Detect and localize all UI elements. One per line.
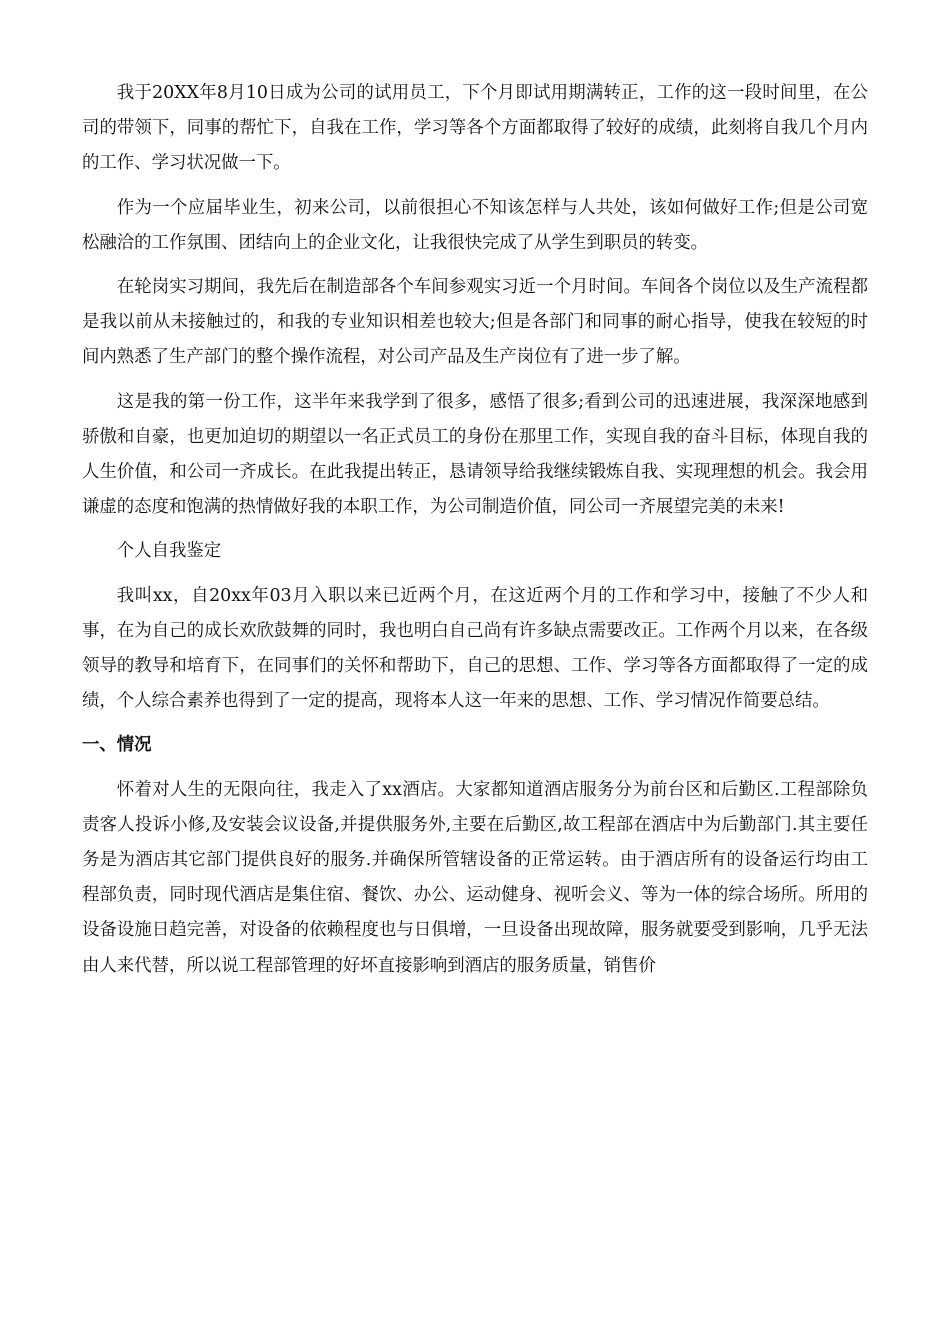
paragraph-hotel: 怀着对人生的无限向往，我走入了xx酒店。大家都知道酒店服务分为前台区和后勤区.工程部除负责客人投诉小修,及安装会议设备,并提供服务外,主要在后勤区,故工程部在酒店中为后勤部门.其主要任务是为酒店其它部门提供良好的服务.并确保所管辖设备的正常运转。由于酒店所有的设备运行均由工程部负责，同时现代酒店是集住宿、餐饮、办公、运动健身、视听会义、等为一体的综合场所。所用的设备设施日趋完善，对设备的依赖程度也与日俱增，一旦设备出现故障，服务就要受到影响，几乎无法由人来代替，所以说工程部管理的好坏直接影响到酒店的服务质量，销售价	[82, 779, 868, 976]
section-heading-situation: 一、情况	[82, 735, 152, 756]
document-page	[82, 76, 868, 993]
paragraph-graduate: 作为一个应届毕业生，初来公司，以前很担心不知该怎样与人共处，该如何做好工作;但是公司宽松融洽的工作氛围、团结向上的企业文化，让我很快完成了从学生到职员的转变。	[82, 197, 868, 253]
subtitle-self-appraisal: 个人自我鉴定	[116, 541, 222, 562]
paragraph-probation: 我于20XX年8月10日成为公司的试用员工，下个月即试用期满转正，工作的这一段时间里，在公司的带领下，同事的帮忙下，自我在工作，学习等各个方面都取得了较好的成绩，此刻将自我几个月内的工作、学习状况做一下。	[82, 83, 868, 174]
paragraph-self-appraisal: 我叫xx，自20xx年03月入职以来已近两个月，在这近两个月的工作和学习中，接触了不少人和事，在为自己的成长欢欣鼓舞的同时，我也明白自己尚有许多缺点需要改正。工作两个月以来，在各级领导的教导和培育下，在同事们的关怀和帮助下，自己的思想、工作、学习等各方面都取得了一定的成绩，个人综合素养也得到了一定的提高，现将本人这一年来的思想、工作、学习情况作简要总结。	[82, 585, 868, 712]
paragraph-first-job: 这是我的第一份工作，这半年来我学到了很多，感悟了很多;看到公司的迅速进展，我深深地感到骄傲和自豪，也更加迫切的期望以一名正式员工的身份在那里工作，实现自我的奋斗目标，体现自我的人生价值，和公司一齐成长。在此我提出转正，恳请领导给我继续锻炼自我、实现理想的机会。我会用谦虚的态度和饱满的热情做好我的本职工作，为公司制造价值，同公司一齐展望完美的未来!	[82, 391, 868, 518]
paragraph-rotation: 在轮岗实习期间，我先后在制造部各个车间参观实习近一个月时间。车间各个岗位以及生产流程都是我以前从未接触过的，和我的专业知识相差也较大;但是各部门和同事的耐心指导，使我在较短的时间内熟悉了生产部门的整个操作流程，对公司产品及生产岗位有了进一步了解。	[82, 277, 868, 368]
